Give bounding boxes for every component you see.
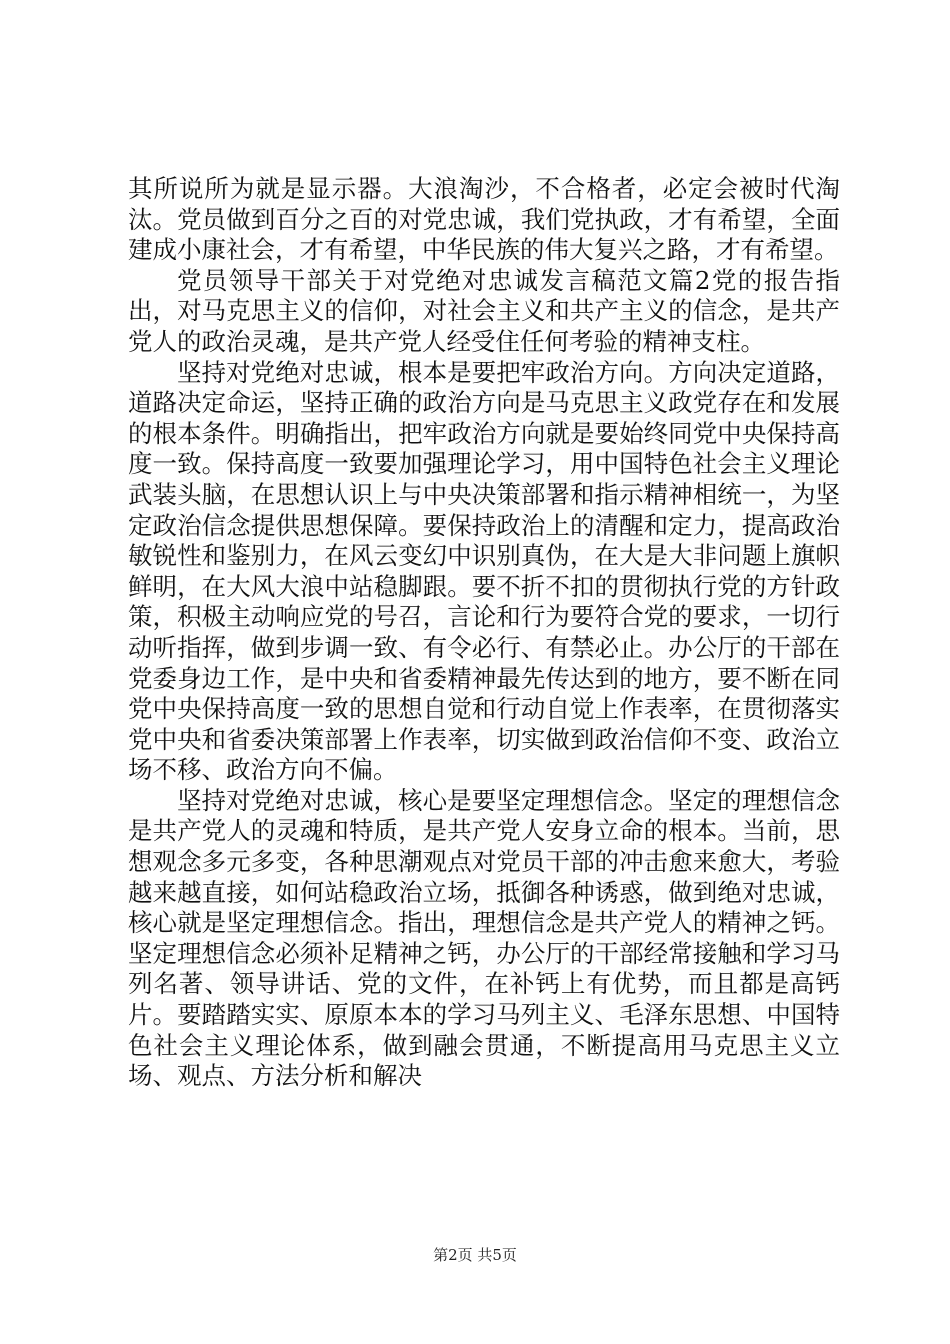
paragraph-1: 其所说所为就是显示器。大浪淘沙，不合格者，必定会被时代淘汰。党员做到百分之百的对党忠诚，我们党执政，才有希望，全面建成小康社会，才有希望，中华民族的伟大复兴之路，才有希望。 [128, 174, 840, 265]
paragraph-2: 党员领导干部关于对党绝对忠诚发言稿范文篇2党的报告指出，对马克思主义的信仰，对社会主义和共产主义的信念，是共产党人的政治灵魂，是共产党人经受住任何考验的精神支柱。 [128, 265, 840, 356]
page-number-footer: 第2页 共5页 [433, 1246, 517, 1264]
paragraph-3: 坚持对党绝对忠诚，根本是要把牢政治方向。方向决定道路，道路决定命运，坚持正确的政治方向是马克思主义政党存在和发展的根本条件。明确指出，把牢政治方向就是要始终同党中央保持高度一致。保持高度一致要加强理论学习，用中国特色社会主义理论武装头脑，在思想认识上与中央决策部署和指示精神相统一，为坚定政治信念提供思想保障。要保持政治上的清醒和定力，提高政治敏锐性和鉴别力，在风云变幻中识别真伪，在大是大非问题上旗帜鲜明，在大风大浪中站稳脚跟。要不折不扣的贯彻执行党的方针政策，积极主动响应党的号召，言论和行为要符合党的要求，一切行动听指挥，做到步调一致、有令必行、有禁必止。办公厅的干部在党委身边工作，是中央和省委精神最先传达到的地方，要不断在同党中央保持高度一致的思想自觉和行动自觉上作表率，在贯彻落实党中央和省委决策部署上作表率，切实做到政治信仰不变、政治立场不移、政治方向不偏。 [128, 357, 840, 785]
paragraph-4: 坚持对党绝对忠诚，核心是要坚定理想信念。坚定的理想信念是共产党人的灵魂和特质，是共产党人安身立命的根本。当前，思想观念多元多变，各种思潮观点对党员干部的冲击愈来愈大，考验越来越直接，如何站稳政治立场，抵御各种诱惑，做到绝对忠诚，核心就是坚定理想信念。指出，理想信念是共产党人的精神之钙。坚定理想信念必须补足精神之钙，办公厅的干部经常接触和学习马列名著、领导讲话、党的文件，在补钙上有优势，而且都是高钙片。要踏踏实实、原原本本的学习马列主义、毛泽东思想、中国特色社会主义理论体系，做到融会贯通，不断提高用马克思主义立场、观点、方法分析和解决 [128, 785, 840, 1091]
document-body [128, 174, 840, 1092]
